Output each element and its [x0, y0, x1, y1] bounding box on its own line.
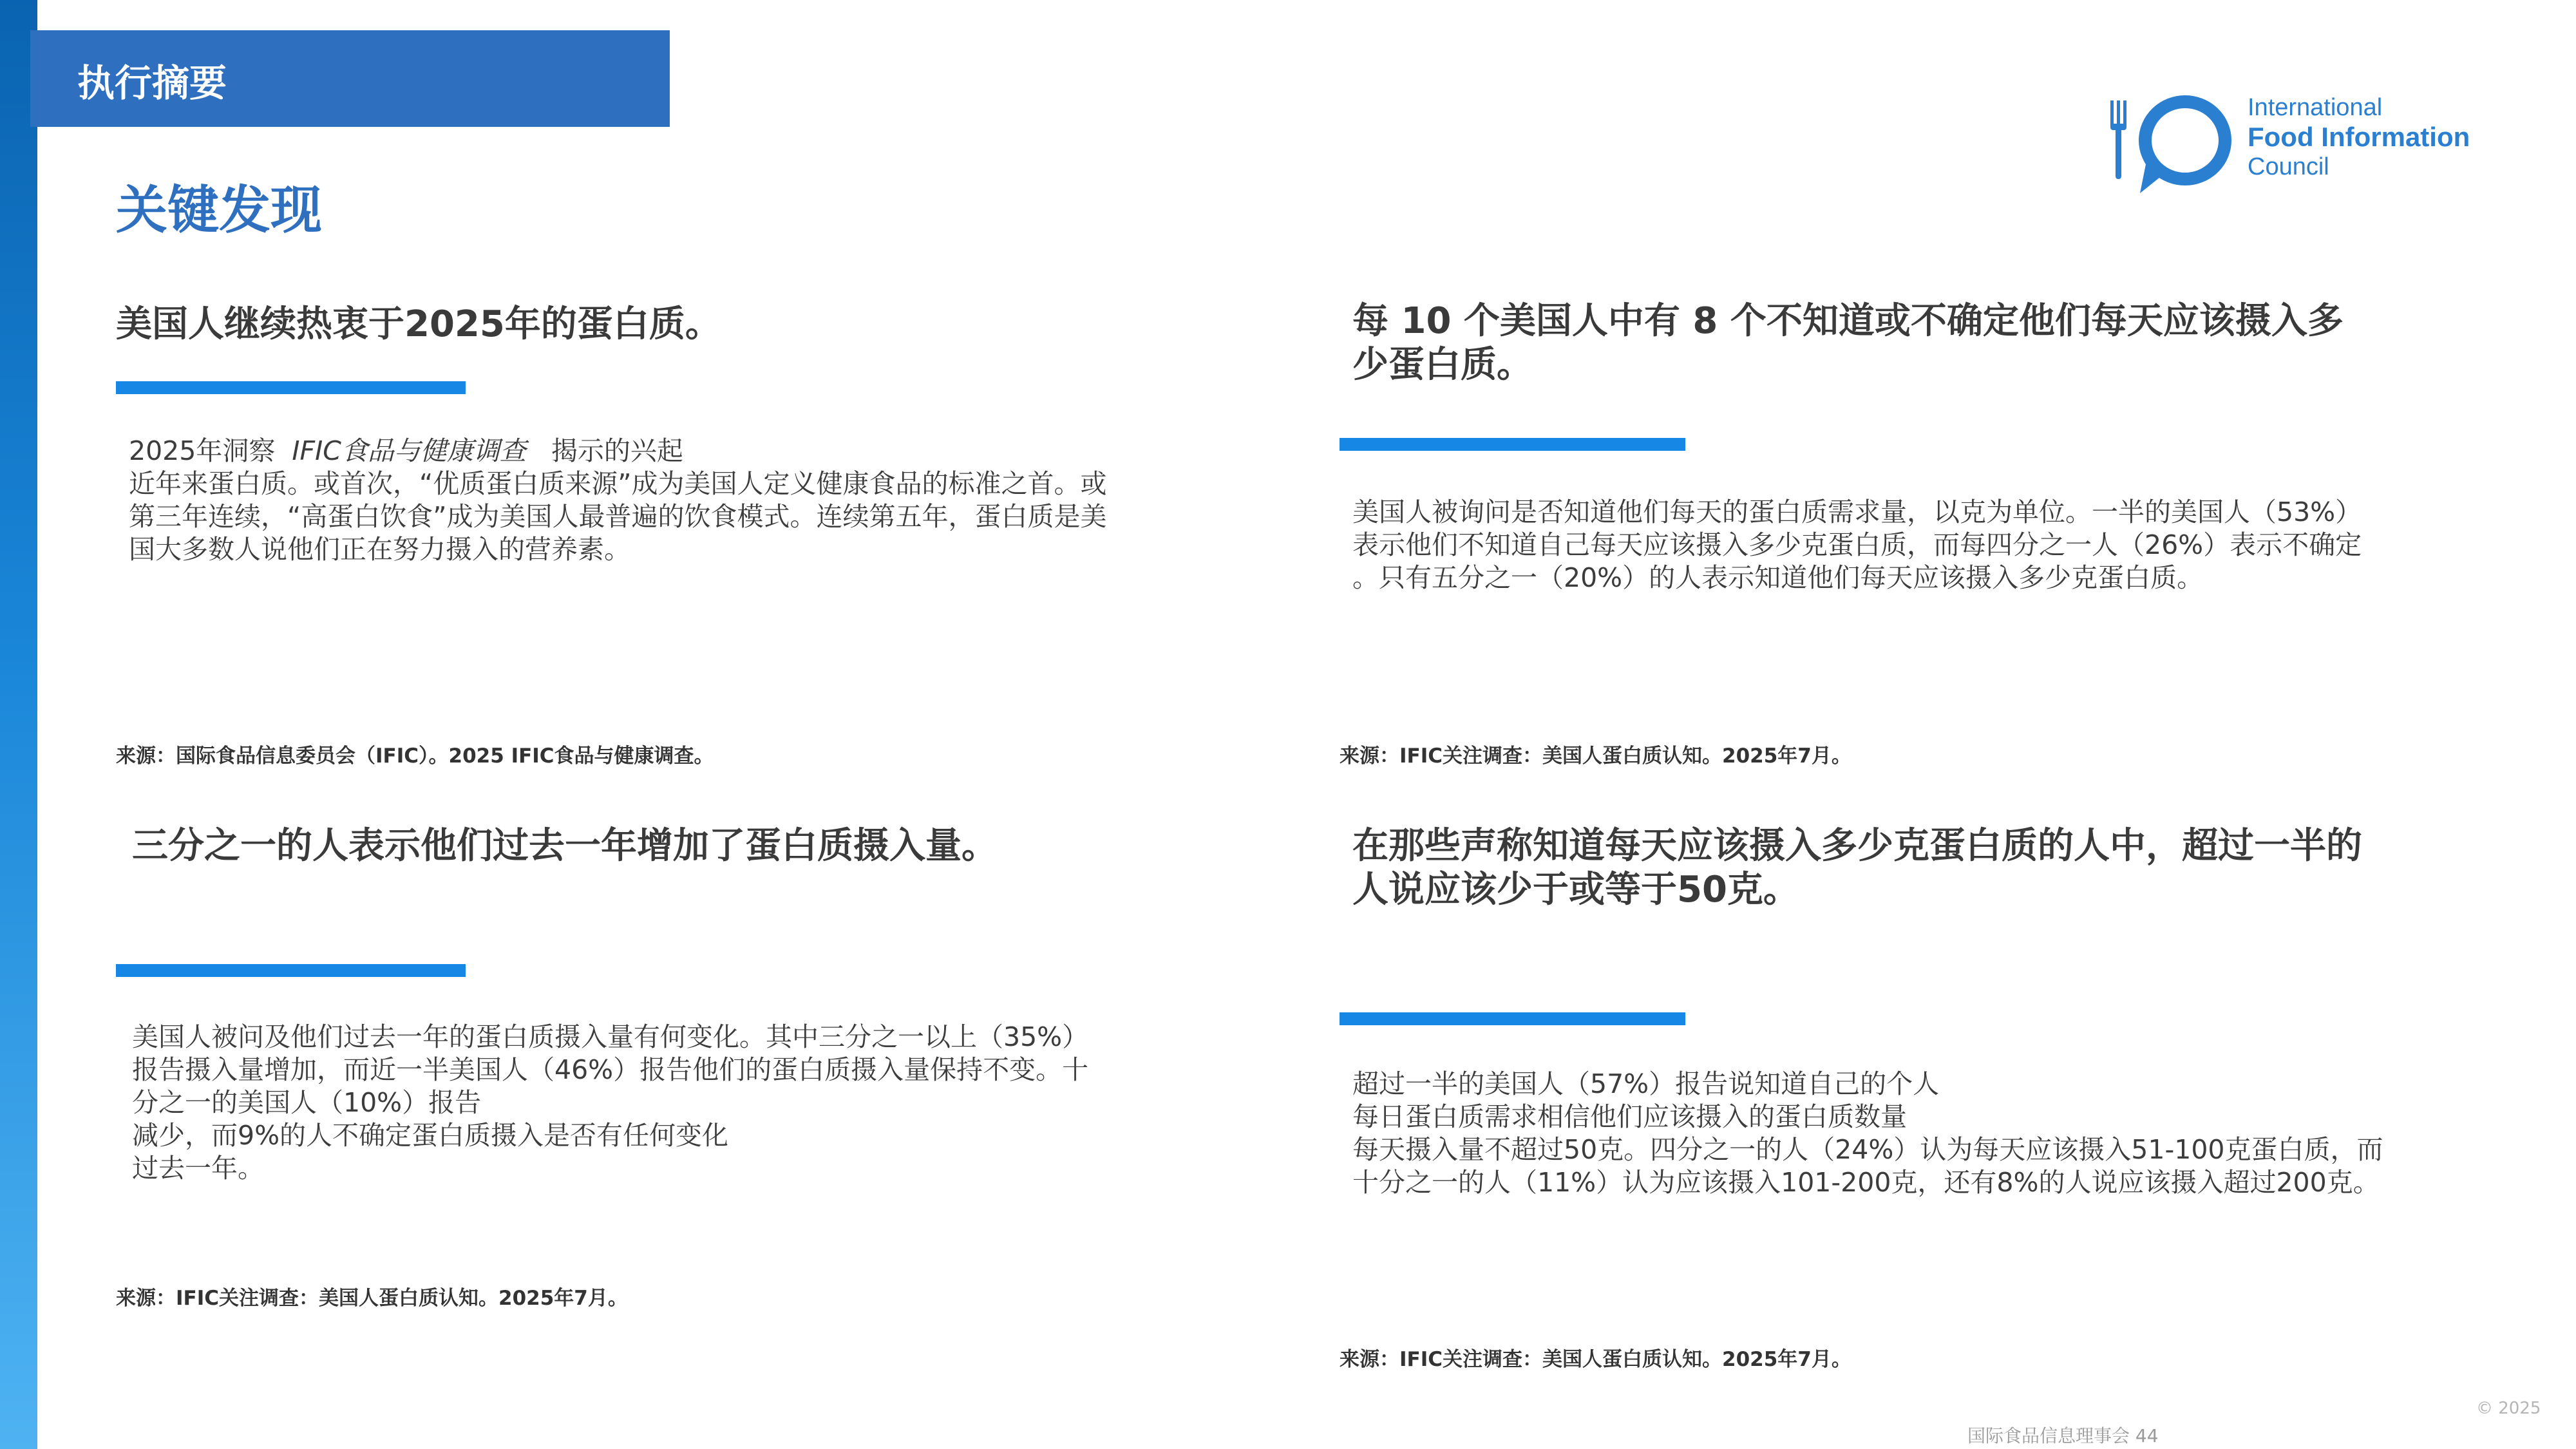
- finding-1-body-line1c: 揭示的兴起: [551, 435, 683, 466]
- finding-4-body-line2: 每日蛋白质需求相信他们应该摄入的蛋白质数量: [1352, 1101, 1907, 1132]
- finding-3-body-line5: 过去一年。: [132, 1153, 264, 1184]
- logo-wordmark: [2248, 93, 2470, 182]
- finding-4-body-line4: 十分之一的人（11%）认为应该摄入101-200克，还有8%的人说应该摄入超过200克。: [1352, 1167, 2380, 1198]
- finding-4-heading: [1352, 824, 2362, 912]
- finding-3-body-line2: 报告摄入量增加，而近一半美国人（46%）报告他们的蛋白质摄入量保持不变。十: [132, 1054, 1089, 1085]
- finding-4-heading-line2: 人说应该少于或等于50克。: [1352, 869, 1799, 911]
- finding-1-heading: 美国人继续热衷于2025年的蛋白质。: [116, 303, 721, 345]
- finding-4-heading-line1: 在那些声称知道每天应该摄入多少克蛋白质的人中，超过一半的: [1352, 825, 2362, 867]
- finding-1-body-line4: 国大多数人说他们正在努力摄入的营养素。: [129, 534, 630, 565]
- finding-1-body-line3: 第三年连续，“高蛋白饮食”成为美国人最普遍的饮食模式。连续第五年，蛋白质是美: [129, 501, 1107, 532]
- logo-line-international: International: [2248, 94, 2383, 121]
- finding-1-rule: [116, 381, 466, 394]
- finding-2-body: [1352, 496, 2362, 594]
- finding-3-body-line1: 美国人被问及他们过去一年的蛋白质摄入量有何变化。其中三分之一以上（35%）: [132, 1021, 1089, 1052]
- finding-4-body: [1352, 1068, 2383, 1199]
- finding-2-rule: [1340, 438, 1685, 451]
- finding-2-heading: [1352, 299, 2344, 387]
- finding-3-body-line3: 分之一的美国人（10%）报告: [132, 1087, 482, 1118]
- footer-copyright: © 2025: [2476, 1399, 2541, 1418]
- finding-1-body: [129, 435, 1106, 566]
- finding-2-heading-line2: 少蛋白质。: [1352, 344, 1533, 386]
- finding-2-body-line3: 。只有五分之一（20%）的人表示知道他们每天应该摄入多少克蛋白质。: [1352, 562, 2204, 593]
- finding-3-body-line4: 减少，而9%的人不确定蛋白质摄入是否有任何变化: [132, 1120, 729, 1151]
- finding-3-body: [132, 1021, 1088, 1185]
- section-header-label: 执行摘要: [77, 61, 227, 105]
- finding-1-body-line1a: 2025年洞察: [129, 435, 276, 466]
- footer-org-page-number: 国际食品信息理事会 44: [1967, 1425, 2159, 1446]
- finding-3-rule: [116, 964, 466, 977]
- fork-plate-logo-icon: [2096, 90, 2244, 200]
- finding-4-body-line1: 超过一半的美国人（57%）报告说知道自己的个人: [1352, 1068, 1940, 1099]
- ific-logo: [2096, 90, 2496, 200]
- logo-line-food-information: Food Information: [2248, 122, 2470, 152]
- finding-1-source: 来源：国际食品信息委员会（IFIC）。2025 IFIC食品与健康调查。: [116, 744, 714, 768]
- finding-3-heading: 三分之一的人表示他们过去一年增加了蛋白质摄入量。: [132, 825, 998, 867]
- finding-3-source: 来源：IFIC关注调查：美国人蛋白质认知。2025年7月。: [116, 1287, 628, 1310]
- finding-2-heading-line1: 每 10 个美国人中有 8 个不知道或不确定他们每天应该摄入多: [1352, 300, 2344, 342]
- finding-2-body-line1: 美国人被询问是否知道他们每天的蛋白质需求量，以克为单位。一半的美国人（53%）: [1352, 497, 2362, 527]
- logo-line-council: Council: [2248, 153, 2329, 180]
- finding-2-source: 来源：IFIC关注调查：美国人蛋白质认知。2025年7月。: [1340, 744, 1852, 768]
- finding-4-rule: [1340, 1012, 1685, 1025]
- finding-4-source: 来源：IFIC关注调查：美国人蛋白质认知。2025年7月。: [1340, 1348, 1852, 1371]
- page-title: 关键发现: [116, 180, 322, 240]
- finding-2-body-line2: 表示他们不知道自己每天应该摄入多少克蛋白质，而每四分之一人（26%）表示不确定: [1352, 529, 2362, 560]
- left-accent-bar: [0, 0, 37, 1449]
- finding-1-survey-title: IFIC食品与健康调查: [292, 435, 526, 466]
- finding-1-body-line2: 近年来蛋白质。或首次，“优质蛋白质来源”成为美国人定义健康食品的标准之首。或: [129, 468, 1107, 499]
- finding-4-body-line3: 每天摄入量不超过50克。四分之一的人（24%）认为每天应该摄入51-100克蛋白质，而: [1352, 1134, 2383, 1165]
